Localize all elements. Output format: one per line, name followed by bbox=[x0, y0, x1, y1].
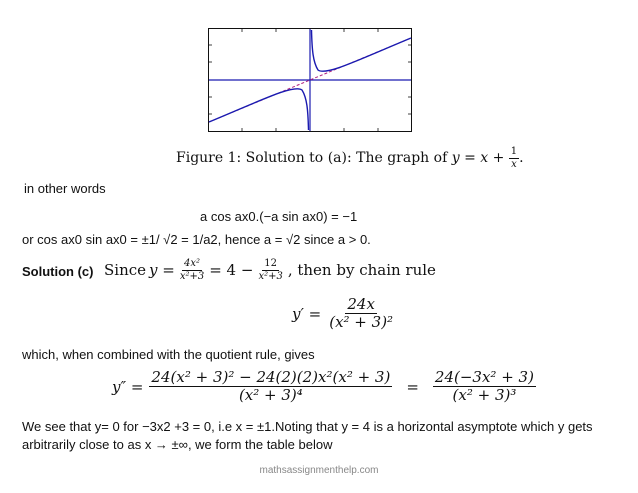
since-fraction-1: $\frac{\text{4x²}}{\text{x²+3}}$ bbox=[179, 258, 205, 282]
which-line: which, when combined with the quotient rule, gives bbox=[22, 347, 315, 362]
ypp-fraction-1: $\frac{\text{24(x² + 3)² − 24(2)(2)x²(x² + 3)}}{\text{(x² + 3)⁴}}$ bbox=[151, 368, 391, 405]
ypp-fraction-2: $\frac{\text{24(−3x² + 3)}}{\text{(x² + 3)³}}$ bbox=[434, 368, 534, 405]
since-line: Since y = $\frac{\text{4x²}}{\text{x²+3}}$ = 4 − $\frac{12}{\text{x²+3}}$ , then by chain rule bbox=[104, 258, 436, 282]
caption-prefix: Figure 1: Solution to (a): The graph of bbox=[176, 150, 448, 166]
solution-label: Solution (c) bbox=[22, 264, 94, 279]
y-prime-equation: y′ = $\frac{24x}{\text{(x² + 3)²}}$ bbox=[292, 295, 394, 332]
caption-fraction: $\frac{1}{x}$ bbox=[510, 146, 518, 170]
we-see-line-1: We see that y= 0 for −3x2 +3 = 0, i.e x = ±1.Noting that y = 4 is a horizontal asymptote which y gets bbox=[22, 419, 593, 434]
footer-watermark: mathsassignmenthelp.com bbox=[259, 465, 379, 476]
equation-cos: a cos ax0.(−a sin ax0) = −1 bbox=[200, 209, 358, 224]
in-other-words: in other words bbox=[24, 181, 106, 196]
y-double-prime-equation: y″ = $\frac{\text{24(x² + 3)² − 24(2)(2)x²(x² + 3)}}{\text{(x² + 3)⁴}}$ = $\frac{\text{24(−3x² + 3)}}{\text{(x² + 3)³}}$ bbox=[112, 368, 534, 405]
figure-caption: Figure 1: Solution to (a): The graph of y = x + $\frac{1}{x}$ . bbox=[176, 146, 524, 170]
y-prime-fraction: $\frac{24x}{\text{(x² + 3)²}}$ bbox=[329, 295, 394, 332]
since-fraction-2: $\frac{12}{\text{x²+3}}$ bbox=[258, 258, 283, 282]
caption-eq: y = x + bbox=[451, 150, 505, 166]
we-see-line-2: arbitrarily close to as x → ±∞, we form the table below bbox=[22, 437, 333, 452]
figure-graph bbox=[208, 28, 412, 132]
line-or: or cos ax0 sin ax0 = ±1/ √2 = 1/a2, hence a = √2 since a > 0. bbox=[22, 232, 371, 247]
